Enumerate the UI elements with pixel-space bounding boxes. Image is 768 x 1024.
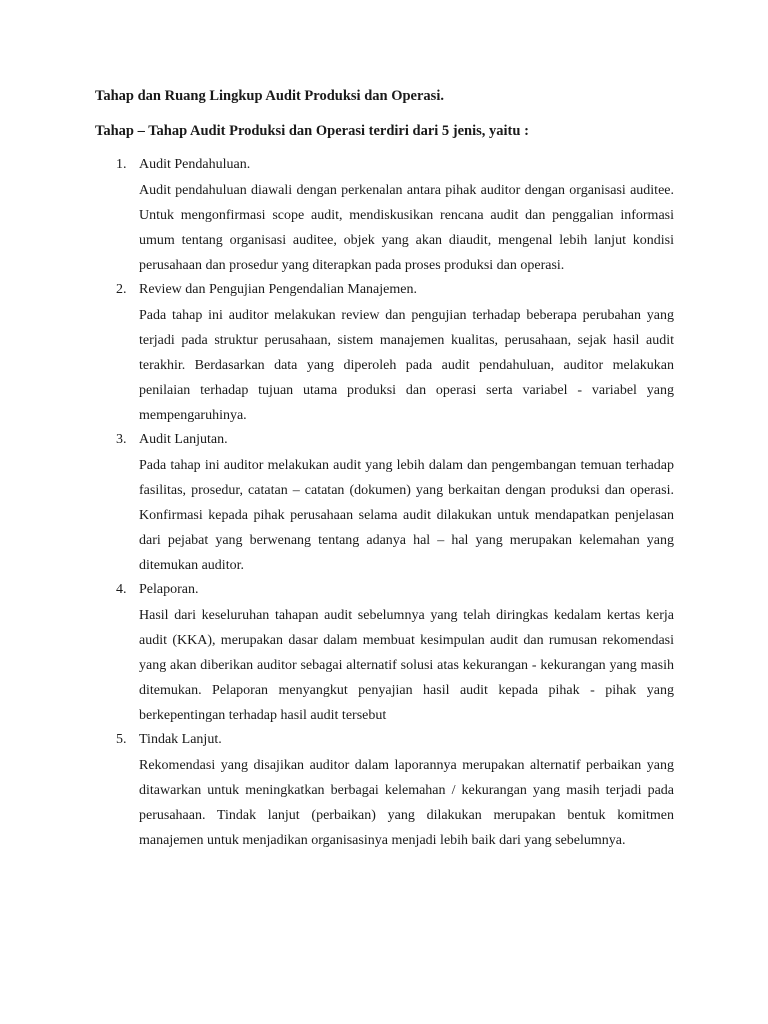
list-item-body: Pada tahap ini auditor melakukan review dan pengujian terhadap beberapa perubahan yang terjadi pada struktur perusahaan, sistem manajemen kualitas, perusahaan, sejak hasil audit terakhir. Berdasarkan data yang diperoleh pada audit pendahuluan, auditor melakukan penilaian terhadap tujuan utama produksi dan operasi serta variabel - variabel yang mempengaruhinya. xyxy=(139,308,674,423)
document-subtitle: Tahap – Tahap Audit Produksi dan Operasi terdiri dari 5 jenis, yaitu : xyxy=(95,123,529,139)
list-item-heading: Tindak Lanjut. xyxy=(139,732,222,747)
list-item-body: Audit pendahuluan diawali dengan perkenalan antara pihak auditor dengan organisasi auditee. Untuk mengonfirmasi scope audit, mendiskusikan rencana audit dan penggalian informasi umum tentang organisasi auditee, objek yang akan diaudit, mengenal lebih lanjut kondisi perusahaan dan prosedur yang diterapkan pada proses produksi dan operasi. xyxy=(139,183,674,273)
list-item xyxy=(0,281,768,428)
list-item-number: 2. xyxy=(116,282,127,297)
list-item-number: 5. xyxy=(116,732,127,747)
document-title: Tahap dan Ruang Lingkup Audit Produksi dan Operasi. xyxy=(95,88,444,104)
list-item-heading: Pelaporan. xyxy=(139,582,199,597)
list-item-number: 4. xyxy=(116,582,127,597)
list-item-heading: Audit Pendahuluan. xyxy=(139,157,251,172)
list-item-number: 3. xyxy=(116,432,127,447)
list-item-body: Pada tahap ini auditor melakukan audit yang lebih dalam dan pengembangan temuan terhadap fasilitas, prosedur, catatan – catatan (dokumen) yang berkaitan dengan produksi dan operasi. Konfirmasi kepada pihak perusahaan selama audit dilakukan untuk mendapatkan penjelasan dari pejabat yang berwenang tentang adanya hal – hal yang merupakan kelemahan yang ditemukan auditor. xyxy=(139,458,674,573)
list-item-number: 1. xyxy=(116,157,127,172)
stage-list xyxy=(0,156,768,856)
list-item-heading: Review dan Pengujian Pengendalian Manajemen. xyxy=(139,282,417,297)
list-item-body: Rekomendasi yang disajikan auditor dalam laporannya merupakan alternatif perbaikan yang ditawarkan untuk meningkatkan berbagai kelemahan / kekurangan yang masih terjadi pada perusahaan. Tindak lanjut (perbaikan) yang dilakukan merupakan bentuk komitmen manajemen untuk menjadikan organisasinya menjadi lebih baik dari yang sebelumnya. xyxy=(139,758,674,848)
list-item xyxy=(0,431,768,578)
list-item xyxy=(0,581,768,728)
list-item xyxy=(0,731,768,853)
list-item xyxy=(0,156,768,278)
list-item-body: Hasil dari keseluruhan tahapan audit sebelumnya yang telah diringkas kedalam kertas kerja audit (KKA), merupakan dasar dalam membuat kesimpulan audit dan rumusan rekomendasi yang akan diberikan auditor sebagai alternatif solusi atas kekurangan - kekurangan yang masih ditemukan. Pelaporan menyangkut penyajian hasil audit kepada pihak - pihak yang berkepentingan terhadap hasil audit tersebut xyxy=(139,608,674,723)
list-item-heading: Audit Lanjutan. xyxy=(139,432,228,447)
